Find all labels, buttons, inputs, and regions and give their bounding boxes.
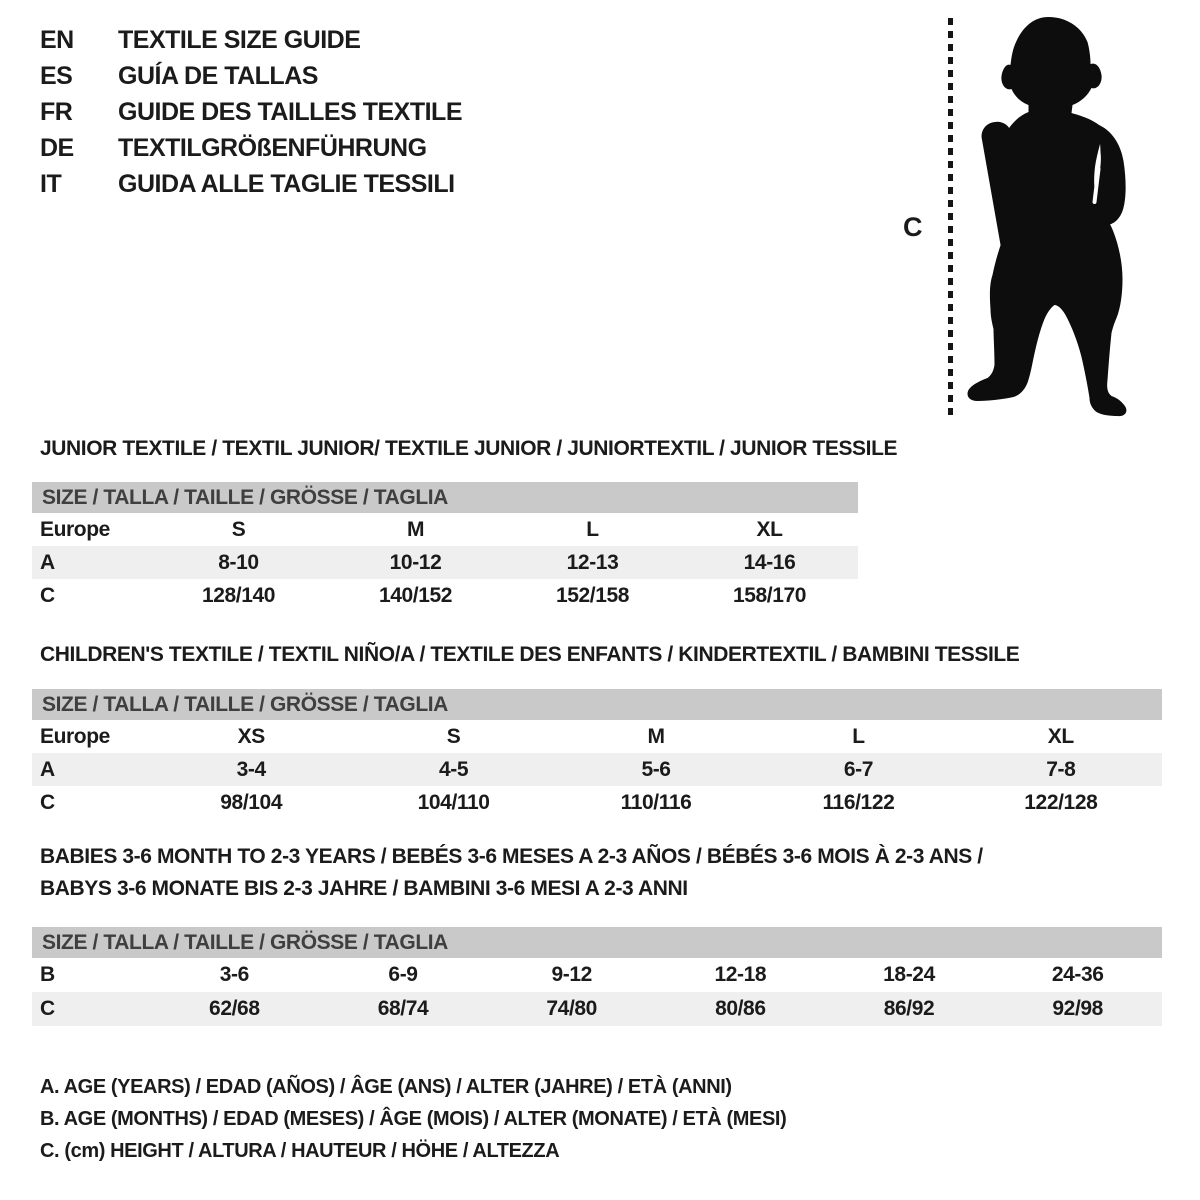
cell: 14-16	[743, 550, 796, 574]
table-row	[32, 513, 858, 546]
table-row	[32, 720, 1162, 753]
cell: 116/122	[822, 790, 895, 814]
cell: 18-24	[883, 963, 935, 986]
junior-section-title: JUNIOR TEXTILE / TEXTIL JUNIOR/ TEXTILE JUNIOR / JUNIORTEXTIL / JUNIOR TESSILE	[40, 437, 898, 460]
cell: 24-36	[1051, 963, 1104, 986]
language-row	[40, 166, 462, 202]
size-header-bar: SIZE / TALLA / TAILLE / GRÖSSE / TAGLIA	[32, 689, 1162, 720]
row-label: Europe	[40, 517, 110, 541]
cell: L	[852, 724, 865, 748]
cell: 140/152	[378, 583, 453, 607]
language-title: TEXTILE SIZE GUIDE	[118, 26, 361, 54]
babies-section-title-line1: BABIES 3-6 MONTH TO 2-3 YEARS / BEBÉS 3-6 MESES A 2-3 AÑOS / BÉBÉS 3-6 MOIS À 2-3 ANS /	[40, 845, 983, 868]
row-label: C	[40, 997, 55, 1020]
cell: 74/80	[546, 997, 597, 1020]
cell: 80/86	[715, 997, 766, 1020]
row-label: C	[40, 583, 55, 607]
cell: 8-10	[218, 550, 259, 574]
row-label: C	[40, 790, 55, 814]
table-row	[32, 546, 858, 579]
language-code: EN	[40, 26, 74, 54]
cell: M	[647, 724, 665, 748]
size-header-bar: SIZE / TALLA / TAILLE / GRÖSSE / TAGLIA	[32, 927, 1162, 958]
language-code: FR	[40, 98, 73, 126]
cell: XS	[237, 724, 265, 748]
language-row	[40, 130, 462, 166]
row-label: B	[40, 963, 55, 986]
cell: S	[231, 517, 246, 541]
row-label: A	[40, 757, 55, 781]
cell: 4-5	[439, 757, 469, 781]
cell: XL	[756, 517, 783, 541]
table-row	[32, 958, 1162, 992]
cell: S	[446, 724, 461, 748]
cell: M	[406, 517, 425, 541]
cell: 6-9	[388, 963, 418, 986]
language-title: GUIDA ALLE TAGLIE TESSILI	[118, 170, 455, 198]
cell: 10-12	[389, 550, 442, 574]
table-row	[32, 579, 858, 612]
height-measure-dashed-line	[948, 18, 953, 416]
cell: 104/110	[417, 790, 490, 814]
row-label: Europe	[40, 724, 110, 748]
table-row	[32, 786, 1162, 819]
cell: L	[586, 517, 599, 541]
junior-size-table	[32, 482, 858, 612]
cell: 86/92	[883, 997, 935, 1020]
language-title: GUÍA DE TALLAS	[118, 62, 318, 90]
cell: XL	[1047, 724, 1074, 748]
legend-age-months: B. AGE (MONTHS) / EDAD (MESES) / ÂGE (MOIS) / ALTER (MONATE) / ETÀ (MESI)	[40, 1108, 787, 1130]
language-row	[40, 94, 462, 130]
cell: 68/74	[377, 997, 429, 1020]
language-code: ES	[40, 62, 73, 90]
cell: 92/98	[1052, 997, 1103, 1020]
cell: 7-8	[1046, 757, 1076, 781]
children-section-title: CHILDREN'S TEXTILE / TEXTIL NIÑO/A / TEXTILE DES ENFANTS / KINDERTEXTIL / BAMBINI TESSILE	[40, 643, 1020, 666]
cell: 12-18	[714, 963, 767, 986]
cell: 98/104	[220, 790, 283, 814]
children-size-table	[32, 689, 1162, 819]
cell: 12-13	[566, 550, 619, 574]
height-measure-label: C	[903, 212, 923, 242]
cell: 122/128	[1024, 790, 1098, 814]
cell: 158/170	[732, 583, 807, 607]
cell: 152/158	[555, 583, 630, 607]
cell: 128/140	[201, 583, 276, 607]
babies-size-table	[32, 927, 1162, 1026]
language-title: TEXTILGRÖßENFÜHRUNG	[118, 134, 427, 162]
cell: 3-6	[219, 963, 249, 986]
language-row	[40, 58, 462, 94]
babies-section-title-line2: BABYS 3-6 MONATE BIS 2-3 JAHRE / BAMBINI 3-6 MESI A 2-3 ANNI	[40, 877, 688, 900]
size-header-bar: SIZE / TALLA / TAILLE / GRÖSSE / TAGLIA	[32, 482, 858, 513]
language-row	[40, 22, 462, 58]
table-row	[32, 753, 1162, 786]
language-title: GUIDE DES TAILLES TEXTILE	[118, 98, 463, 126]
baby-silhouette-icon	[958, 12, 1143, 422]
cell: 62/68	[209, 997, 260, 1020]
cell: 110/116	[620, 790, 692, 814]
language-title-list	[40, 22, 462, 202]
cell: 9-12	[551, 963, 592, 986]
language-code: IT	[40, 170, 62, 198]
legend-age-years: A. AGE (YEARS) / EDAD (AÑOS) / ÂGE (ANS) / ALTER (JAHRE) / ETÀ (ANNI)	[40, 1076, 732, 1098]
legend-height-cm: C. (cm) HEIGHT / ALTURA / HAUTEUR / HÖHE / ALTEZZA	[40, 1140, 560, 1162]
language-code: DE	[40, 134, 74, 162]
cell: 6-7	[843, 757, 873, 781]
cell: 5-6	[641, 757, 671, 781]
row-label: A	[40, 550, 55, 574]
cell: 3-4	[236, 757, 266, 781]
table-row	[32, 992, 1162, 1026]
